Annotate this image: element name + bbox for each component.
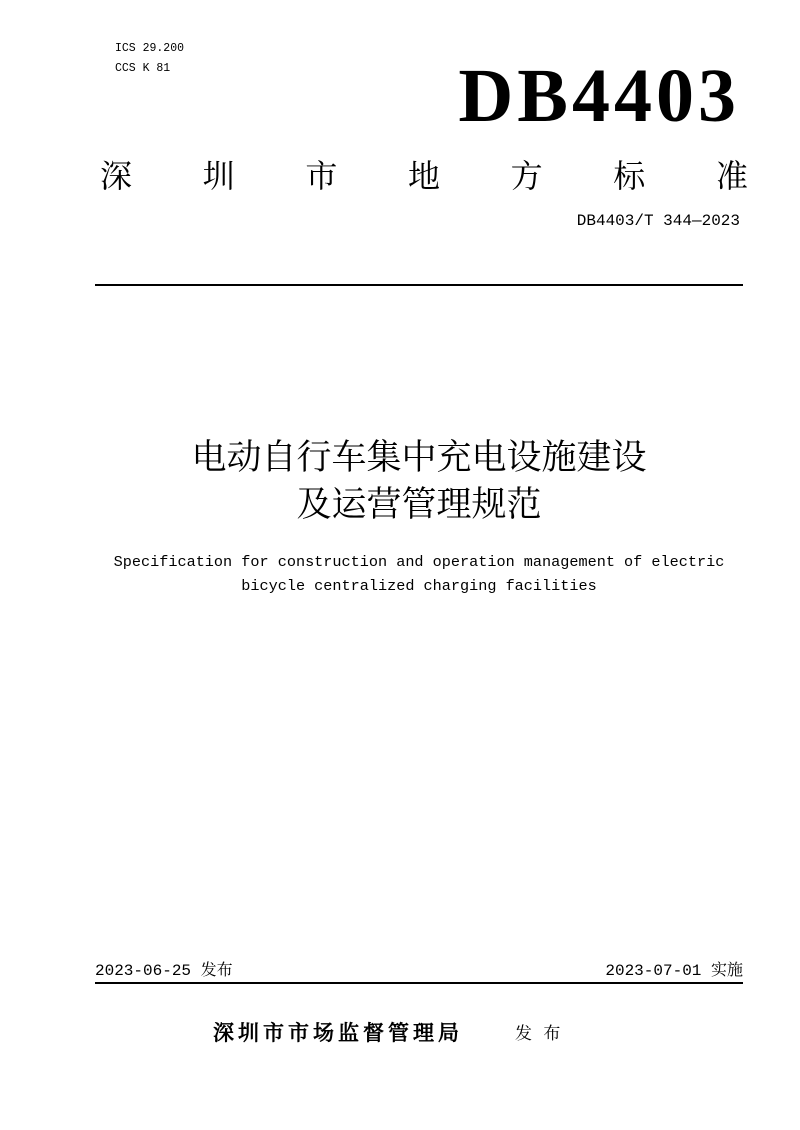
standard-code-mark: DB4403 (458, 54, 740, 138)
category-char: 圳 (202, 157, 235, 195)
english-title (95, 550, 743, 598)
publish-date: 2023-06-25 发布 (95, 962, 233, 980)
standard-category-heading (100, 157, 748, 195)
category-char: 准 (715, 157, 748, 195)
footer-divider (95, 982, 743, 984)
date-row (95, 961, 743, 981)
category-char: 方 (510, 157, 543, 195)
english-title-line: Specification for construction and operation management of electric (113, 553, 725, 571)
implement-date: 2023-07-01 实施 (605, 962, 743, 980)
standard-number: DB4403/T 344—2023 (576, 212, 740, 230)
category-char: 标 (613, 157, 646, 195)
issuer-action: 发 布 (515, 1024, 564, 1044)
issuer-name: 深圳市市场监督管理局 (213, 1021, 463, 1045)
header-divider (95, 284, 743, 286)
chinese-title-line: 及运营管理规范 (296, 485, 542, 525)
category-char: 深 (100, 157, 133, 195)
category-char: 地 (407, 157, 440, 195)
english-title-line: bicycle centralized charging facilities (241, 577, 597, 595)
chinese-title (95, 435, 743, 529)
chinese-title-line: 电动自行车集中充电设施建设 (191, 438, 647, 478)
ics-code: ICS 29.200 (115, 42, 185, 55)
ccs-code: CCS K 81 (115, 62, 171, 75)
category-char: 市 (305, 157, 338, 195)
